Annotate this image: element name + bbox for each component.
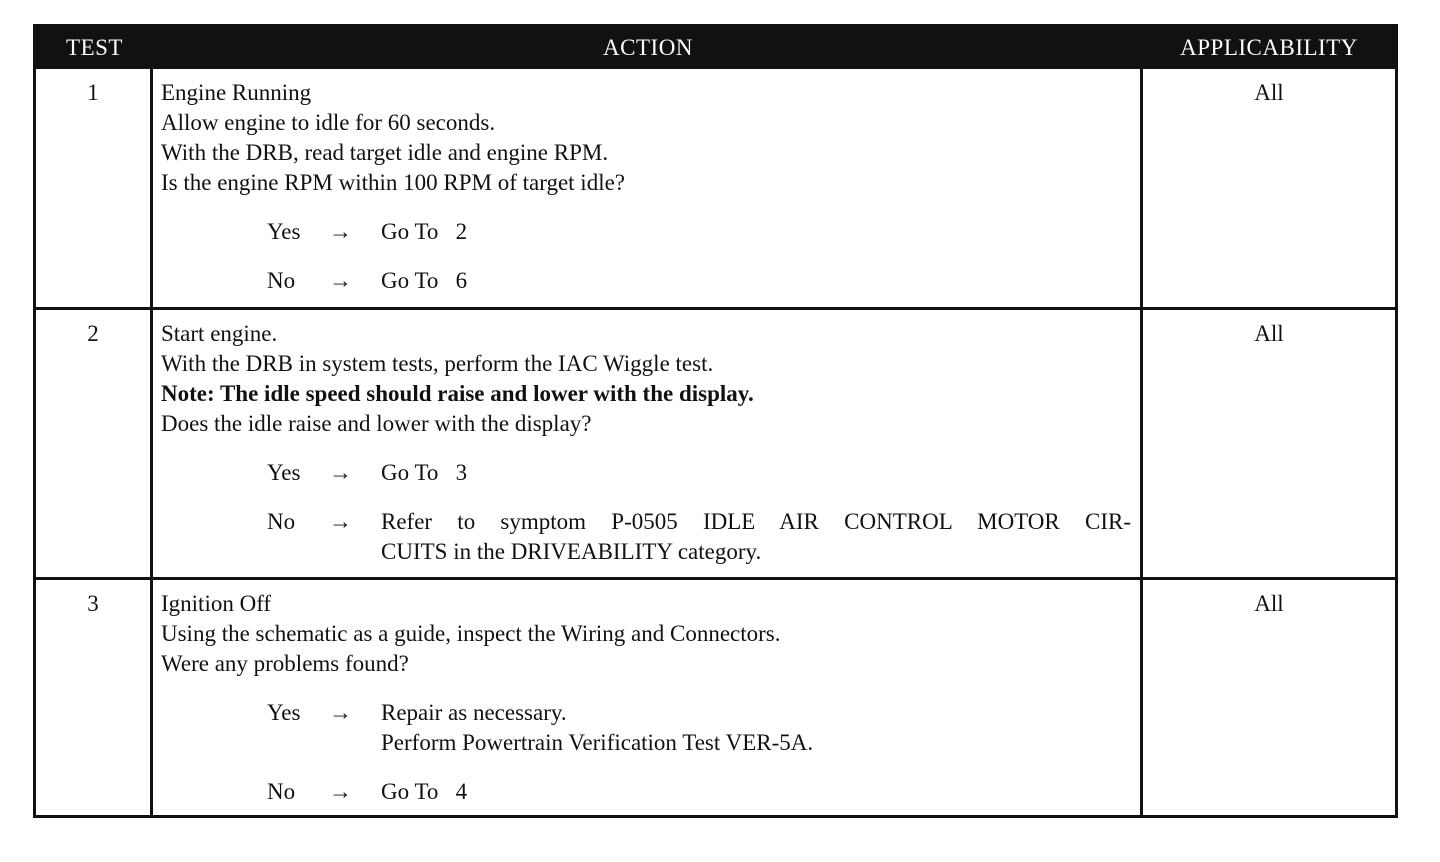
header-applicability: APPLICABILITY — [1180, 35, 1358, 60]
no-result: Refer to symptom P-0505 IDLE AIR CONTROL MOTOR CIR- — [381, 509, 1131, 534]
action-cell — [153, 580, 1143, 815]
no-result: Go To 4 — [381, 779, 468, 804]
header-action: ACTION — [603, 35, 693, 60]
action-line: Does the idle raise and lower with the display? — [161, 411, 592, 436]
yes-result: Go To 2 — [381, 219, 468, 244]
right-arrow-icon: → — [329, 460, 352, 485]
diagnostic-test-table — [33, 24, 1398, 818]
yes-result: Perform Powertrain Verification Test VER-5A. — [381, 730, 814, 755]
no-label: No — [267, 509, 296, 534]
table-row-test-2 — [36, 307, 1395, 577]
table-row-test-3 — [36, 577, 1395, 815]
no-result: CUITS in the DRIVEABILITY category. — [381, 539, 762, 564]
right-arrow-icon: → — [329, 268, 352, 293]
action-line: With the DRB in system tests, perform the IAC Wiggle test. — [161, 351, 714, 376]
yes-result: Go To 3 — [381, 460, 468, 485]
action-line: Allow engine to idle for 60 seconds. — [161, 110, 496, 135]
yes-label: Yes — [267, 460, 301, 485]
right-arrow-icon: → — [329, 509, 352, 534]
table-row-test-1 — [36, 69, 1395, 307]
yes-branch — [161, 458, 1132, 488]
action-cell — [153, 69, 1143, 307]
header-test: TEST — [66, 35, 123, 60]
test-number: 1 — [36, 69, 153, 307]
right-arrow-icon: → — [329, 219, 352, 244]
no-label: No — [267, 779, 296, 804]
note-line: Note: The idle speed should raise and lower with the display. — [161, 381, 754, 406]
no-branch — [161, 777, 1132, 807]
action-line: Ignition Off — [161, 591, 272, 616]
applicability-value: All — [1254, 321, 1284, 346]
applicability-value: All — [1254, 80, 1284, 105]
action-line: Start engine. — [161, 321, 278, 346]
action-line: Is the engine RPM within 100 RPM of target idle? — [161, 170, 626, 195]
table-header-row — [36, 27, 1395, 69]
no-branch — [161, 266, 1132, 296]
yes-result: Repair as necessary. — [381, 700, 567, 725]
yes-label: Yes — [267, 700, 301, 725]
right-arrow-icon: → — [329, 779, 352, 804]
no-branch — [161, 507, 1132, 567]
yes-branch — [161, 698, 1132, 758]
action-cell — [153, 310, 1143, 577]
yes-branch — [161, 217, 1132, 247]
action-line: Were any problems found? — [161, 651, 409, 676]
test-number: 2 — [36, 310, 153, 577]
action-line: With the DRB, read target idle and engine RPM. — [161, 140, 609, 165]
action-line: Using the schematic as a guide, inspect the Wiring and Connectors. — [161, 621, 781, 646]
yes-label: Yes — [267, 219, 301, 244]
action-line: Engine Running — [161, 80, 312, 105]
applicability-value: All — [1254, 591, 1284, 616]
test-number: 3 — [36, 580, 153, 815]
no-label: No — [267, 268, 296, 293]
right-arrow-icon: → — [329, 700, 352, 725]
no-result: Go To 6 — [381, 268, 468, 293]
